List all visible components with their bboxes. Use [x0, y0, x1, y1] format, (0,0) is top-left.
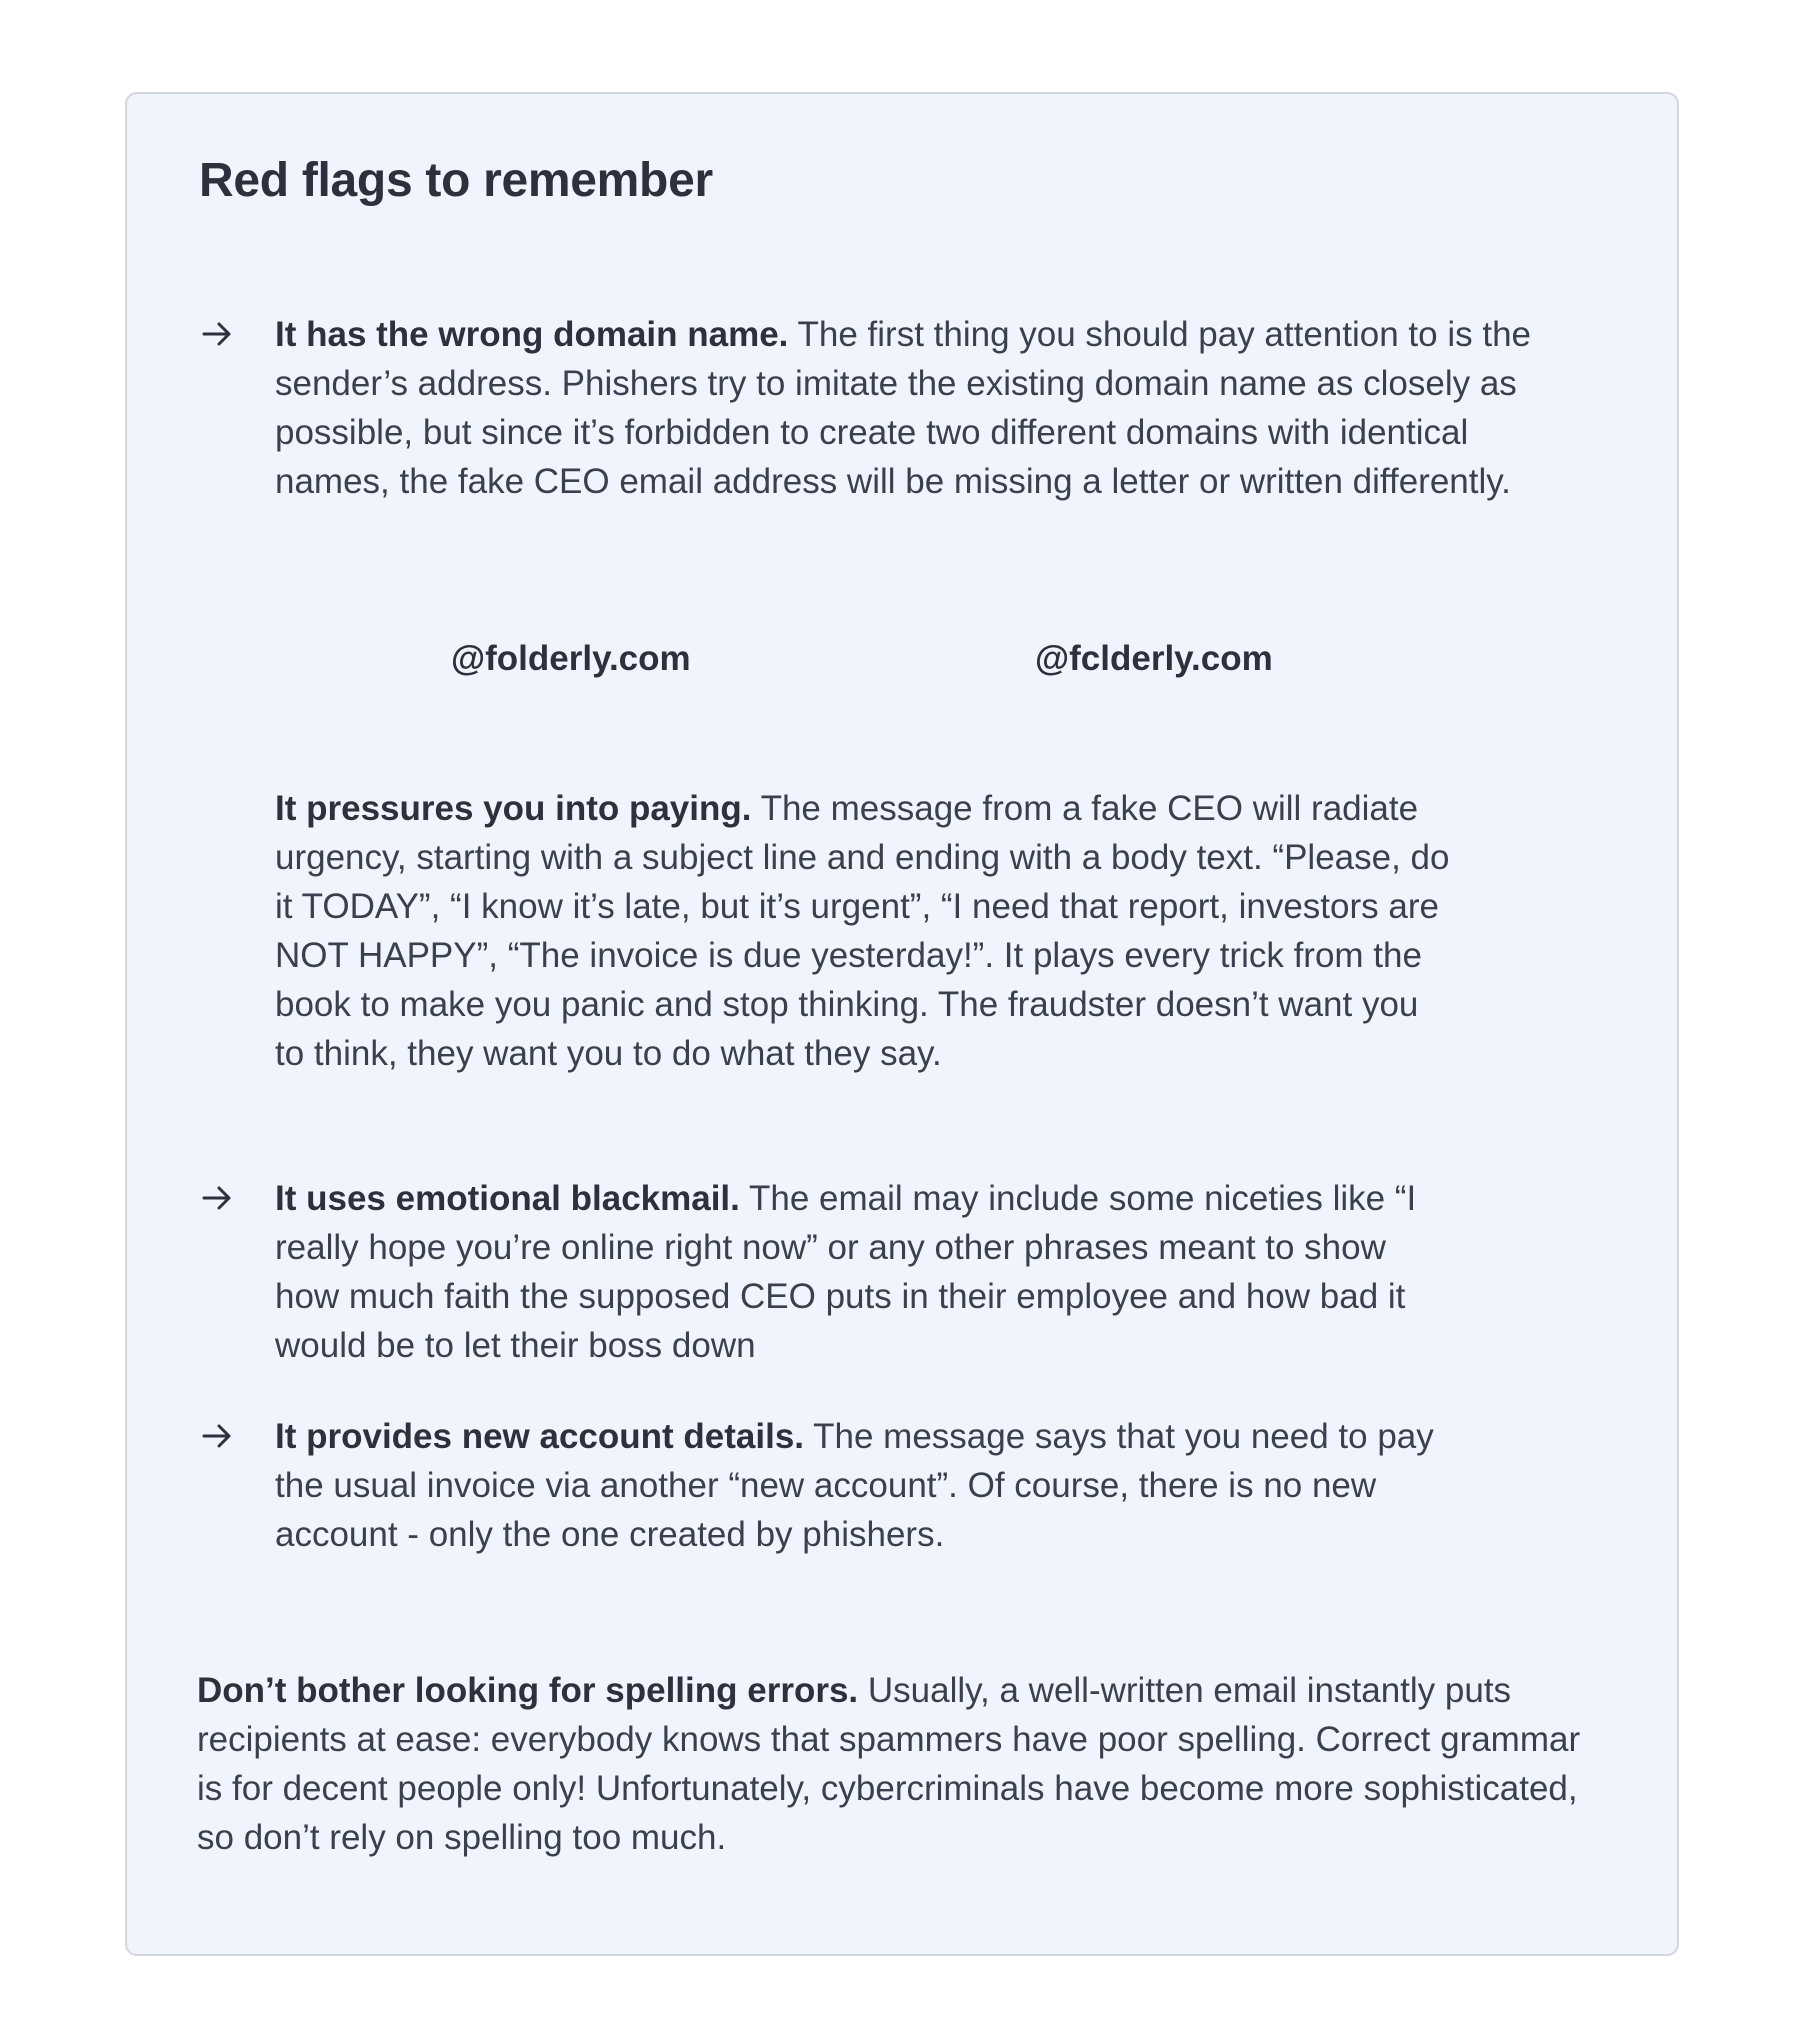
red-flag-text [275, 784, 1455, 1078]
note-body: Usually, a well-written email instantly puts recipients at ease: everybody knows that spammers have poor spelling. Correct grammar is for decent people only! Unfortunately, cybercriminals have become more sophisticated, so don’t rely on spelling too much. [197, 1671, 1581, 1857]
red-flag-item-pressure [199, 784, 1599, 1078]
red-flag-body: The message says that you need to pay the usual invoice via another “new account”. Of course, there is no new account - only the one created by phishers. [275, 1417, 1434, 1554]
arrow-right-icon [199, 1180, 235, 1216]
red-flag-item-wrong-domain [199, 310, 1599, 506]
red-flag-body: The message from a fake CEO will radiate urgency, starting with a subject line and ending with a body text. “Please, do it TODAY”, “I know it’s late, but it’s urgent”, “I need that report, investors are NOT HAPPY”, “The invoice is due yesterday!”. It plays every trick from the book to make you panic and stop thinking. The fraudster doesn’t want you to think, they want you to do what they say. [275, 789, 1450, 1073]
fake-domain-example: @fclderly.com [1035, 639, 1273, 678]
red-flag-item-new-account [199, 1412, 1599, 1559]
red-flag-body: The first thing you should pay attention to is the sender’s address. Phishers try to imitate the existing domain name as closely as possible, but since it’s forbidden to create two different domains with identical names, the fake CEO email address will be missing a letter or written differently. [275, 315, 1531, 501]
real-domain-example: @folderly.com [451, 639, 691, 678]
red-flag-body: The email may include some niceties like “I really hope you’re online right now” or any other phrases meant to show how much faith the supposed CEO puts in their employee and how bad it would be to let their boss down [275, 1179, 1417, 1365]
note-heading: Don’t bother looking for spelling errors. [197, 1671, 859, 1710]
red-flag-heading: It has the wrong domain name. [275, 315, 789, 354]
red-flag-text [275, 1412, 1455, 1559]
red-flag-text [275, 1174, 1455, 1370]
red-flag-heading: It provides new account details. [275, 1417, 805, 1456]
spelling-note [197, 1666, 1587, 1862]
red-flag-heading: It uses emotional blackmail. [275, 1179, 740, 1218]
red-flag-heading: It pressures you into paying. [275, 789, 752, 828]
arrow-right-icon [199, 1418, 235, 1454]
arrow-right-icon [199, 316, 235, 352]
red-flag-item-emotional-blackmail [199, 1174, 1599, 1370]
card-title: Red flags to remember [199, 154, 713, 207]
red-flags-card [125, 92, 1679, 1956]
red-flag-text [275, 310, 1575, 506]
